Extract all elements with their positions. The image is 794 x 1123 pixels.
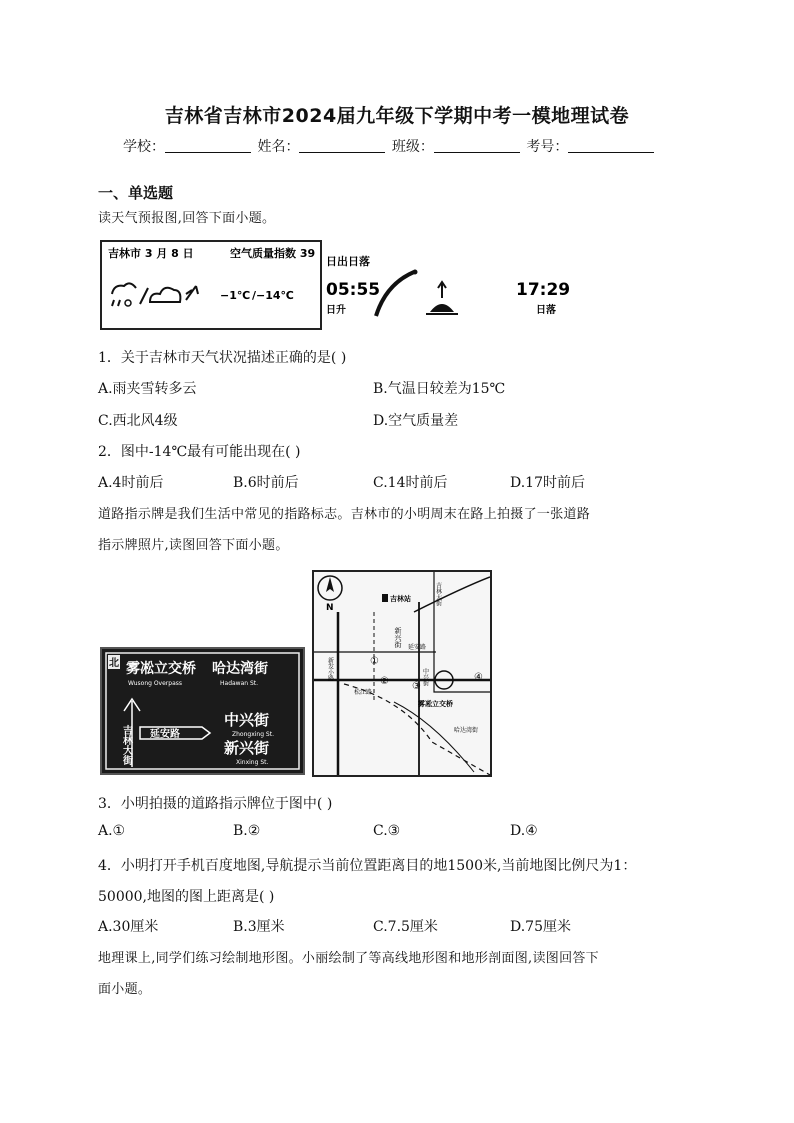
- weather-forecast-figure: [102, 242, 320, 328]
- number-blank[interactable]: [568, 138, 654, 153]
- q1-option-d[interactable]: D.空气质量差: [373, 413, 459, 429]
- weather-forecast-box: [100, 240, 322, 330]
- q3-option-c[interactable]: C.③: [373, 823, 401, 839]
- street-map: [312, 570, 492, 777]
- map-marker-3: ③: [412, 681, 421, 692]
- map-road-xinxing: 新兴街: [394, 627, 402, 648]
- sign-right-bottom-en: Xinxing St.: [236, 759, 269, 766]
- map-marker-2: ②: [380, 676, 389, 687]
- temp-low: /−14℃: [252, 289, 294, 302]
- page-title: 吉林省吉林市2024届九年级下学期中考一模地理试卷: [164, 105, 630, 127]
- street-map-figure: [314, 572, 490, 775]
- question-3-stem: 3．小明拍摄的道路指示牌位于图中( ): [98, 796, 333, 812]
- q3-option-d[interactable]: D.④: [510, 823, 538, 839]
- map-road-xinfang: 新发小路: [326, 657, 334, 681]
- section-heading: 一、单选题: [98, 184, 174, 202]
- weather-date: 吉林市 3 月 8 日: [108, 247, 194, 260]
- sign-vertical-road: 吉林大街: [120, 725, 132, 765]
- q2-option-b[interactable]: B.6时前后: [233, 475, 299, 491]
- sign-top-left: 雾凇立交桥: [126, 661, 196, 677]
- q4-option-a[interactable]: A.30厘米: [98, 919, 159, 935]
- map-road-songjiang: 松江路: [354, 689, 373, 696]
- sign-top-left-en: Wusong Overpass: [128, 680, 183, 687]
- question-4-stem-line2: 50000,地图的图上距离是( ): [98, 889, 275, 905]
- sign-north: 北: [109, 658, 119, 669]
- intro-contour-line2: 面小题。: [98, 982, 152, 997]
- map-station: 吉林站: [390, 595, 411, 603]
- intro-weather: 读天气预报图,回答下面小题。: [98, 211, 276, 226]
- road-sign-figure: [102, 649, 303, 773]
- map-overpass: 雾凇立交桥: [418, 700, 453, 708]
- sunset-time: 17:29: [516, 280, 571, 300]
- sun-arc: [376, 272, 414, 316]
- q4-option-d[interactable]: D.75厘米: [510, 919, 571, 935]
- q2-option-a[interactable]: A.4时前后: [98, 475, 164, 491]
- sun-title: 日出日落: [326, 255, 370, 268]
- sign-right-bottom: 新兴街: [224, 739, 270, 757]
- question-1-stem: 1．关于吉林市天气状况描述正确的是( ): [98, 350, 347, 366]
- class-blank[interactable]: [434, 138, 520, 153]
- name-label: 姓名：: [257, 139, 300, 155]
- map-road-zhongxing: 中兴街: [421, 668, 429, 686]
- map-marker-1: ①: [370, 656, 379, 667]
- sun-figure: [324, 250, 574, 322]
- map-road-hadawan: 哈达湾街: [454, 727, 479, 734]
- q4-option-c[interactable]: C.7.5厘米: [373, 919, 438, 935]
- question-4-stem-line1: 4．小明打开手机百度地图,导航提示当前位置距离目的地1500米,当前地图比例尺为1：: [98, 858, 637, 874]
- sun-panel: [324, 250, 574, 322]
- sunrise-icon: [426, 282, 458, 314]
- q1-option-c[interactable]: C.西北风4级: [98, 413, 178, 429]
- wind-icon: [186, 286, 198, 300]
- sleet-icon: [112, 283, 136, 306]
- temp-high: −1℃: [220, 289, 251, 302]
- q1-option-a[interactable]: A.雨夹雪转多云: [98, 381, 197, 397]
- school-blank[interactable]: [165, 138, 251, 153]
- q3-option-a[interactable]: A.①: [98, 823, 126, 839]
- class-label: 班级：: [391, 139, 434, 155]
- sun-dot: [413, 270, 418, 275]
- q3-option-b[interactable]: B.②: [233, 823, 261, 839]
- name-blank[interactable]: [299, 138, 385, 153]
- compass-icon: [318, 576, 342, 613]
- map-road-jilin: 吉林大街: [434, 582, 442, 606]
- student-info-line: [123, 136, 656, 156]
- air-quality-index: 空气质量指数 39: [230, 247, 316, 260]
- sign-arrow-road: 延安路: [150, 729, 180, 740]
- q4-option-b[interactable]: B.3厘米: [233, 919, 285, 935]
- map-road-yanan: 延安路: [408, 644, 427, 651]
- cloudy-icon: [150, 288, 180, 302]
- intro-road-sign-line2: 指示牌照片,读图回答下面小题。: [98, 538, 289, 553]
- sign-right-top: 中兴街: [224, 711, 270, 729]
- q2-option-c[interactable]: C.14时前后: [373, 475, 448, 491]
- sunset-label: 日落: [536, 305, 556, 316]
- intro-road-sign-line1: 道路指示牌是我们生活中常见的指路标志。吉林市的小明周末在路上拍摄了一张道路: [98, 507, 591, 522]
- sign-right-top-en: Zhongxing St.: [232, 731, 274, 738]
- map-marker-4: ④: [474, 672, 483, 683]
- school-label: 学校：: [123, 139, 165, 155]
- q1-option-b[interactable]: B.气温日较差为15℃: [373, 381, 506, 397]
- question-2-stem: 2．图中-14℃最有可能出现在( ): [98, 444, 301, 460]
- road-sign-photo: [100, 647, 305, 775]
- sunrise-time: 05:55: [326, 280, 381, 300]
- slash-divider: [140, 288, 148, 304]
- number-label: 考号：: [526, 139, 569, 155]
- sign-top-right-en: Hadawan St.: [220, 680, 259, 687]
- sunrise-label: 日升: [326, 305, 346, 316]
- compass-label: N: [326, 603, 334, 613]
- sign-top-right: 哈达湾街: [212, 661, 268, 677]
- intro-contour-line1: 地理课上,同学们练习绘制地形图。小丽绘制了等高线地形图和地形剖面图,读图回答下: [98, 951, 599, 966]
- q2-option-d[interactable]: D.17时前后: [510, 475, 585, 491]
